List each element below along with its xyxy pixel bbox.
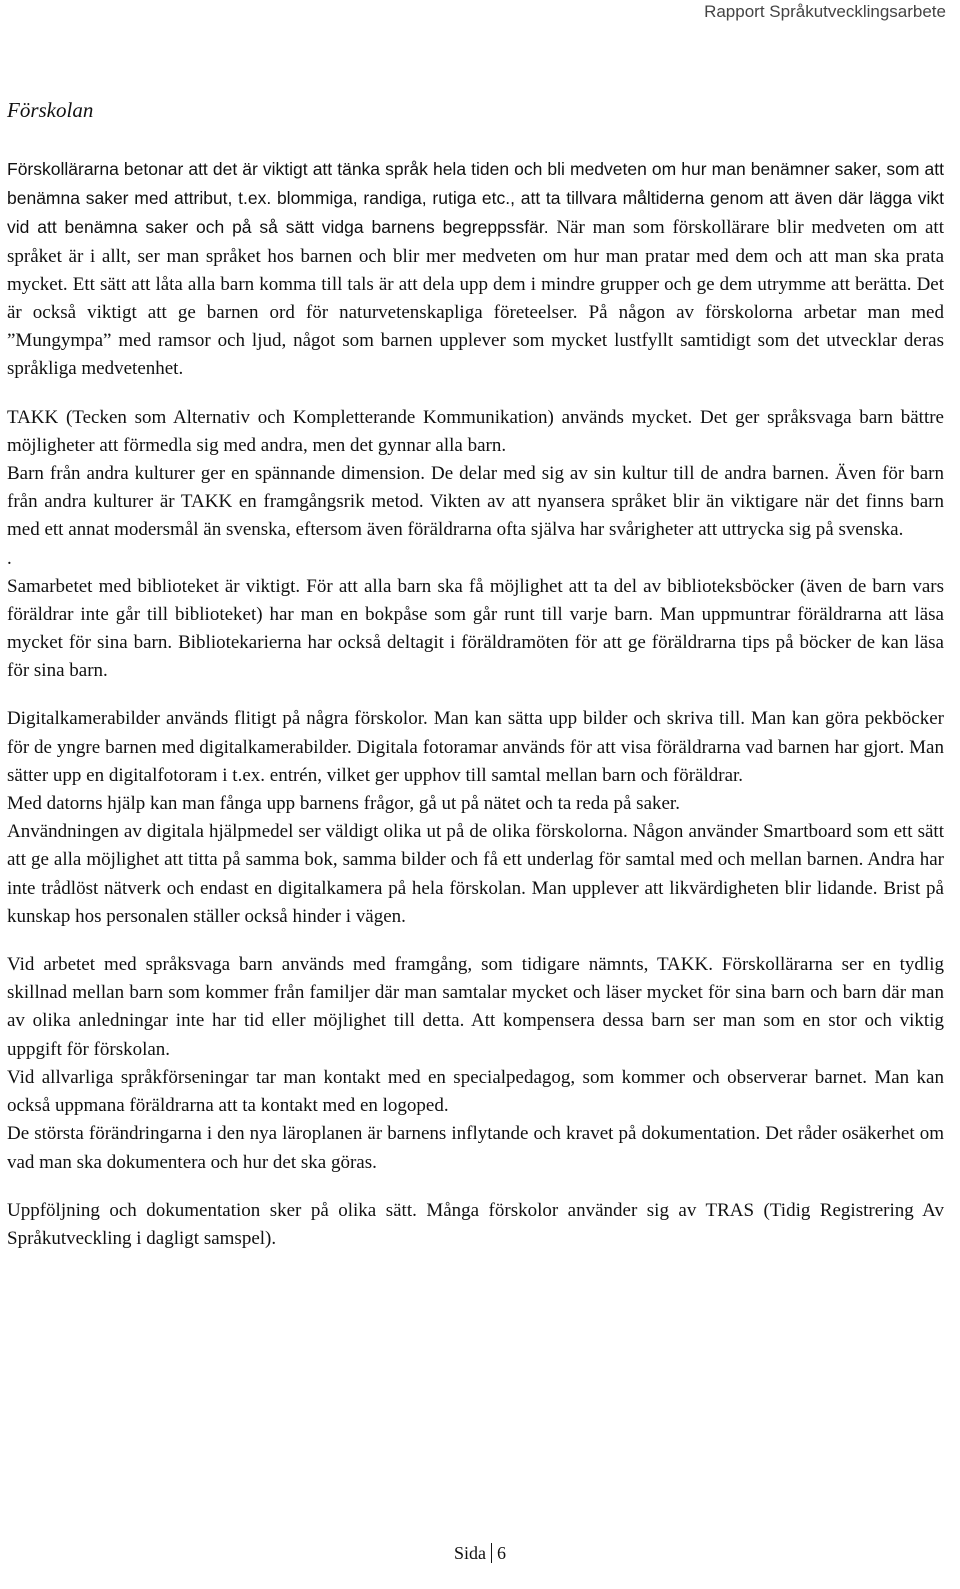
body-text [7,155,944,1253]
paragraph-takk: TAKK (Tecken som Alternativ och Kompletterande Kommunikation) används mycket. Det ger språksvaga barn bättre möjligheter att förmedla sig med andra, men det gynnar alla barn. [7,406,944,456]
paragraph-cultures: Barn från andra kulturer ger en spännande dimension. De delar med sig av sin kultur till de andra barnen. Även för barn från andra kulturer är TAKK en framgångsrik metod. Vikten av att nyansera språket blir än viktigare när det finns barn med ett annat modersmål än svenska, eftersom även föräldrarna ofta själva har svårigheter att uttrycka sig på svenska. [7,463,944,541]
paragraph-intro-sans: Förskollärarna betonar att det är viktigt att tänka språk hela tiden och bli medveten om hur man benämner saker, som att benämna saker med attribut, t.ex. blommiga, randiga, rutiga etc., att ta tillvara måltiderna genom att även där lägga vikt vid att benämna saker och på så sätt vidga barnens begreppssfär. [7,159,944,238]
paragraph-curriculum: De största förändringarna i den nya läroplanen är barnens inflytande och kravet på dokumentation. Det råder osäkerhet om vad man ska dokumentera och hur det ska göras. [7,1123,944,1173]
paragraph-library: Samarbetet med biblioteket är viktigt. För att alla barn ska få möjlighet att ta del av biblioteksböcker (även de barn vars föräldrar inte går till biblioteket) har man en bokpåse som går runt till varje barn. Man uppmuntrar föräldrarna att läsa mycket för sina barn. Bibliotekarierna har också deltagit i föräldramöten för att ge föräldrarna tips på böcker de kan läsa för sina barn. [7,575,944,682]
paragraph-intro [7,155,944,384]
paragraph-dot: . [7,547,12,569]
paragraph-documentation: Uppföljning och dokumentation sker på olika sätt. Många förskolor använder sig av TRAS (Tidig Registrering Av Språkutveckling i dagligt samspel). [7,1199,944,1249]
paragraph-digital-tools: Användningen av digitala hjälpmedel ser väldigt olika ut på de olika förskolorna. Någon använder Smartboard som ett sätt att ge alla möjlighet att titta på samma bok, samma bilder och få ett underlag för samtal med och mellan barnen. Andra har inte trådlöst nätverk och endast en digitalkamera på hela förskolan. Man upplever att likvärdigheten blir lidande. Brist på kunskap hos personalen ställer också hinder i vägen. [7,821,944,927]
paragraph-special-teacher: Vid allvarliga språkförseningar tar man kontakt med en specialpedagog, som kommer och observerar barnet. Man kan också uppmana föräldrarna att ta kontakt med en logoped. [7,1066,944,1117]
paragraph-camera: Digitalkamerabilder används flitigt på några förskolor. Man kan sätta upp bilder och skriva till. Man kan göra pekböcker för de yngre barnen med digitalkamerabilder. Digitala fotoramar används för att visa föräldrarna vad barnen har gjort. Man sätter upp en digitalfotoram i t.ex. entrén, vilket ger upphov till samtal mellan barn och föräldrar. [7,708,944,786]
section-title: Förskolan [7,98,94,122]
paragraph-language-weak: Vid arbetet med språksvaga barn används med framgång, som tidigare nämnts, TAKK. Förskollärarna ser en tydlig skillnad mellan barn som kommer från familjer där man samtalar mycket och läser mycket för sina barn och barn där man av olika anledningar inte har tid eller möjlighet till detta. Att kompensera dessa barn ser man som en stor och viktig uppgift för förskolan. [7,954,944,1060]
paragraph-computer: Med datorns hjälp kan man fånga upp barnens frågor, gå ut på nätet och ta reda på saker. [7,793,680,815]
page-label: Sida [453,1543,486,1563]
paragraph-intro-serif: När man som förskollärare blir medveten om att språket är i allt, ser man språket hos barnen och blir mer medveten om hur man pratar med dem och att man ska prata mycket. Ett sätt att låta alla barn komma till tals är att dela upp dem i mindre grupper och ge dem utrymme att berätta. Det är också viktigt att ge barnen ord för naturvetenskapliga företeelser. På någon av förskolorna arbetar man med ”Mungympa” med ramsor och ljud, något som barnen upplever som mycket lustfyllt samtidigt som det utvecklar deras språkliga medvetenhet. [7,217,944,380]
running-header: Rapport Språkutvecklingsarbete [704,2,946,21]
page-number: 6 [497,1543,506,1563]
page-footer [0,1543,960,1564]
footer-divider [491,1543,492,1563]
